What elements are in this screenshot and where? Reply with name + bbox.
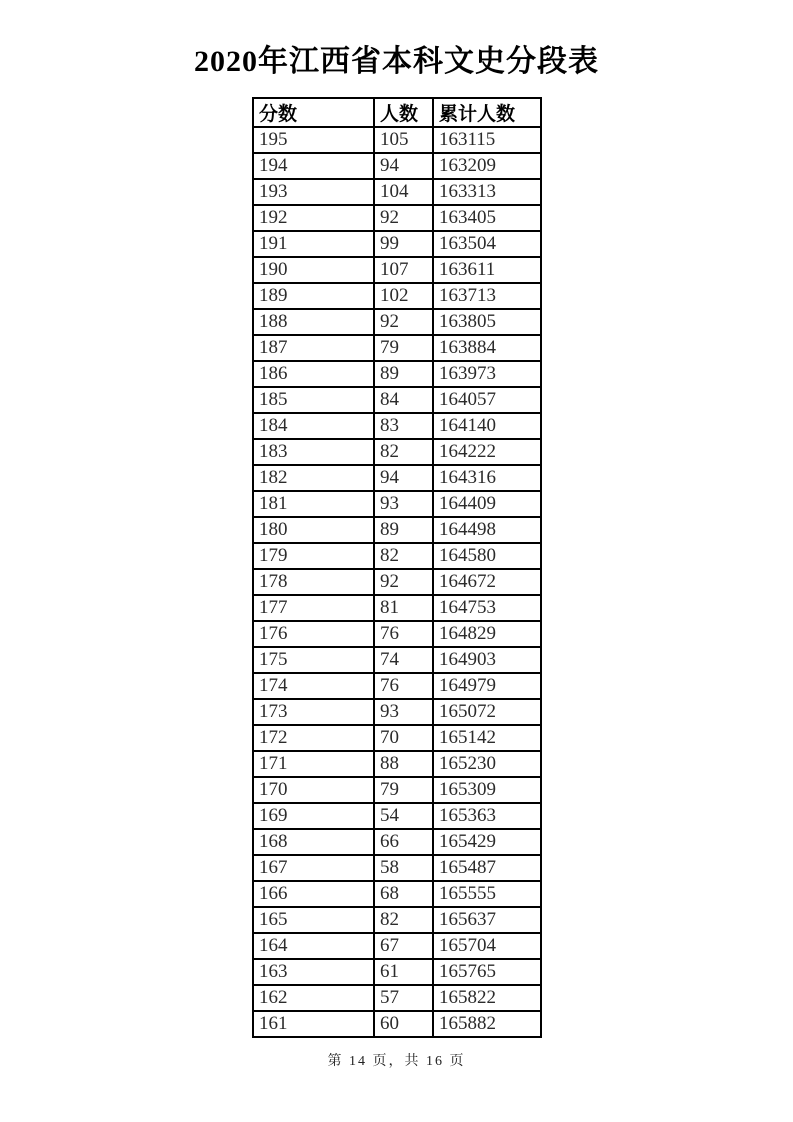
table-cell: 165882 <box>433 1011 541 1037</box>
table-cell: 170 <box>253 777 374 803</box>
table-row <box>253 777 541 803</box>
table-cell: 180 <box>253 517 374 543</box>
table-cell: 94 <box>374 153 433 179</box>
table-cell: 165309 <box>433 777 541 803</box>
table-row <box>253 205 541 231</box>
table-cell: 186 <box>253 361 374 387</box>
table-cell: 163313 <box>433 179 541 205</box>
table-cell: 162 <box>253 985 374 1011</box>
table-cell: 187 <box>253 335 374 361</box>
table-cell: 84 <box>374 387 433 413</box>
table-row <box>253 751 541 777</box>
table-cell: 102 <box>374 283 433 309</box>
table-cell: 58 <box>374 855 433 881</box>
table-cell: 76 <box>374 621 433 647</box>
table-cell: 81 <box>374 595 433 621</box>
table-row <box>253 933 541 959</box>
table-cell: 164753 <box>433 595 541 621</box>
table-cell: 191 <box>253 231 374 257</box>
table-cell: 163611 <box>433 257 541 283</box>
table-cell: 181 <box>253 491 374 517</box>
score-table-header <box>253 98 541 127</box>
table-cell: 94 <box>374 465 433 491</box>
table-cell: 164222 <box>433 439 541 465</box>
table-cell: 163973 <box>433 361 541 387</box>
table-row <box>253 491 541 517</box>
table-row <box>253 465 541 491</box>
table-row <box>253 413 541 439</box>
table-cell: 179 <box>253 543 374 569</box>
table-cell: 168 <box>253 829 374 855</box>
table-cell: 92 <box>374 309 433 335</box>
table-row <box>253 829 541 855</box>
table-cell: 172 <box>253 725 374 751</box>
table-cell: 93 <box>374 491 433 517</box>
table-row <box>253 335 541 361</box>
score-table-body <box>253 127 541 1037</box>
table-cell: 193 <box>253 179 374 205</box>
table-cell: 163115 <box>433 127 541 153</box>
table-cell: 61 <box>374 959 433 985</box>
table-cell: 192 <box>253 205 374 231</box>
table-cell: 165704 <box>433 933 541 959</box>
table-cell: 89 <box>374 517 433 543</box>
table-row <box>253 985 541 1011</box>
table-row <box>253 153 541 179</box>
table-cell: 164672 <box>433 569 541 595</box>
table-cell: 167 <box>253 855 374 881</box>
table-cell: 89 <box>374 361 433 387</box>
table-row <box>253 309 541 335</box>
table-row <box>253 725 541 751</box>
header-cell-cumulative: 累计人数 <box>433 98 541 127</box>
table-cell: 76 <box>374 673 433 699</box>
table-cell: 104 <box>374 179 433 205</box>
table-cell: 165072 <box>433 699 541 725</box>
table-row <box>253 1011 541 1037</box>
table-cell: 57 <box>374 985 433 1011</box>
table-row <box>253 647 541 673</box>
table-cell: 183 <box>253 439 374 465</box>
table-row <box>253 673 541 699</box>
table-cell: 178 <box>253 569 374 595</box>
table-cell: 105 <box>374 127 433 153</box>
table-cell: 68 <box>374 881 433 907</box>
table-row <box>253 361 541 387</box>
table-cell: 165555 <box>433 881 541 907</box>
table-row <box>253 283 541 309</box>
table-cell: 164409 <box>433 491 541 517</box>
table-cell: 184 <box>253 413 374 439</box>
table-cell: 82 <box>374 543 433 569</box>
table-cell: 163 <box>253 959 374 985</box>
table-cell: 189 <box>253 283 374 309</box>
table-cell: 164316 <box>433 465 541 491</box>
table-cell: 165637 <box>433 907 541 933</box>
table-row <box>253 803 541 829</box>
table-cell: 165822 <box>433 985 541 1011</box>
table-cell: 74 <box>374 647 433 673</box>
table-cell: 107 <box>374 257 433 283</box>
table-cell: 188 <box>253 309 374 335</box>
table-row <box>253 699 541 725</box>
table-row <box>253 855 541 881</box>
header-cell-count: 人数 <box>374 98 433 127</box>
table-cell: 66 <box>374 829 433 855</box>
table-cell: 163884 <box>433 335 541 361</box>
table-row <box>253 621 541 647</box>
table-row <box>253 127 541 153</box>
score-table <box>252 97 542 1038</box>
table-cell: 166 <box>253 881 374 907</box>
table-cell: 163209 <box>433 153 541 179</box>
table-cell: 92 <box>374 569 433 595</box>
table-cell: 161 <box>253 1011 374 1037</box>
page-title: 2020年江西省本科文史分段表 <box>194 45 599 78</box>
table-cell: 99 <box>374 231 433 257</box>
table-row <box>253 595 541 621</box>
table-cell: 165429 <box>433 829 541 855</box>
table-cell: 164979 <box>433 673 541 699</box>
table-cell: 165142 <box>433 725 541 751</box>
page-number-footer: 第 14 页，共 16 页 <box>327 1054 466 1069</box>
table-cell: 93 <box>374 699 433 725</box>
table-row <box>253 543 541 569</box>
table-cell: 164903 <box>433 647 541 673</box>
table-cell: 70 <box>374 725 433 751</box>
table-cell: 173 <box>253 699 374 725</box>
table-cell: 174 <box>253 673 374 699</box>
table-cell: 92 <box>374 205 433 231</box>
table-row <box>253 959 541 985</box>
table-cell: 163805 <box>433 309 541 335</box>
table-cell: 175 <box>253 647 374 673</box>
table-cell: 164057 <box>433 387 541 413</box>
table-cell: 163713 <box>433 283 541 309</box>
table-cell: 185 <box>253 387 374 413</box>
table-row <box>253 907 541 933</box>
table-cell: 165487 <box>433 855 541 881</box>
table-cell: 83 <box>374 413 433 439</box>
table-cell: 169 <box>253 803 374 829</box>
table-cell: 163504 <box>433 231 541 257</box>
table-cell: 165 <box>253 907 374 933</box>
header-cell-score: 分数 <box>253 98 374 127</box>
table-cell: 82 <box>374 907 433 933</box>
table-cell: 164140 <box>433 413 541 439</box>
table-cell: 88 <box>374 751 433 777</box>
table-cell: 79 <box>374 777 433 803</box>
table-row <box>253 257 541 283</box>
table-cell: 171 <box>253 751 374 777</box>
table-cell: 195 <box>253 127 374 153</box>
table-row <box>253 439 541 465</box>
table-cell: 82 <box>374 439 433 465</box>
table-row <box>253 517 541 543</box>
table-row <box>253 569 541 595</box>
table-cell: 164 <box>253 933 374 959</box>
table-cell: 163405 <box>433 205 541 231</box>
table-cell: 165363 <box>433 803 541 829</box>
table-cell: 194 <box>253 153 374 179</box>
table-row <box>253 387 541 413</box>
header-row <box>253 98 541 127</box>
table-cell: 164498 <box>433 517 541 543</box>
table-cell: 177 <box>253 595 374 621</box>
table-row <box>253 881 541 907</box>
table-row <box>253 231 541 257</box>
table-cell: 164829 <box>433 621 541 647</box>
table-cell: 79 <box>374 335 433 361</box>
table-cell: 54 <box>374 803 433 829</box>
table-cell: 182 <box>253 465 374 491</box>
table-row <box>253 179 541 205</box>
table-cell: 164580 <box>433 543 541 569</box>
table-cell: 165765 <box>433 959 541 985</box>
table-cell: 176 <box>253 621 374 647</box>
table-cell: 67 <box>374 933 433 959</box>
table-cell: 165230 <box>433 751 541 777</box>
table-cell: 190 <box>253 257 374 283</box>
table-cell: 60 <box>374 1011 433 1037</box>
